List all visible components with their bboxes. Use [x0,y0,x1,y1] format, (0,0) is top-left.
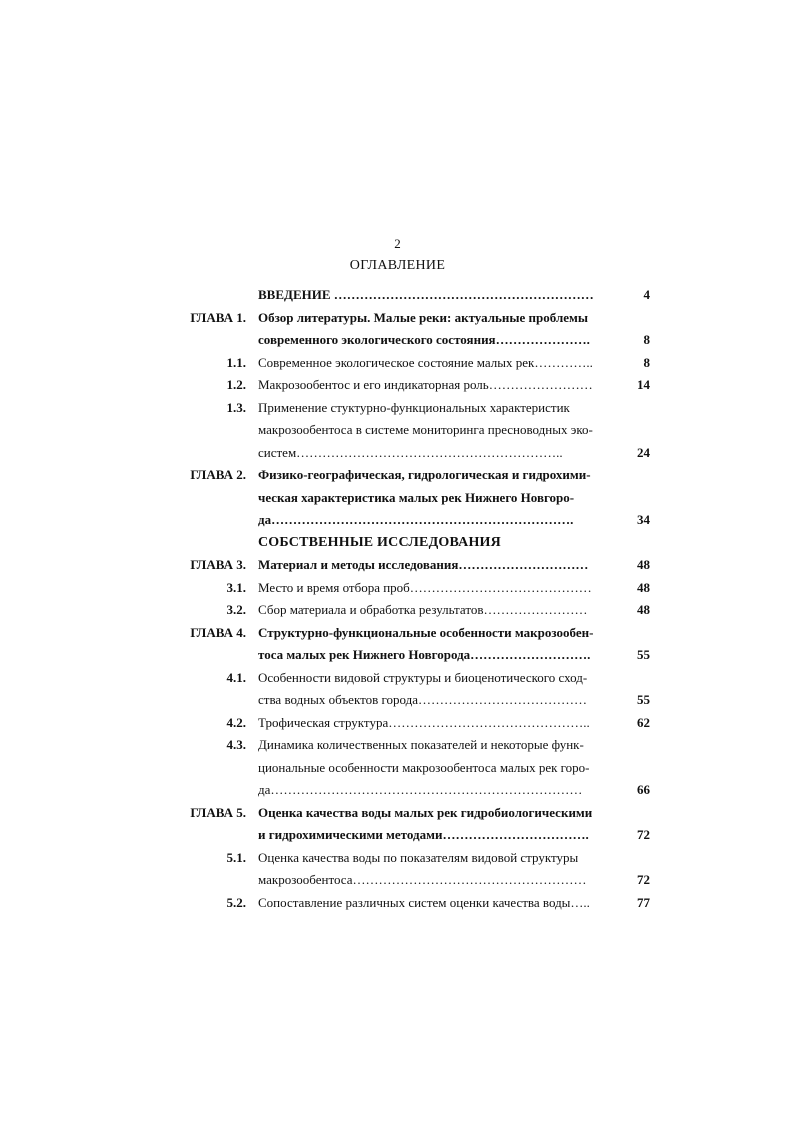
toc-row-text [258,284,602,307]
toc-row [160,374,650,397]
toc-row-text [258,667,602,712]
toc-row-line: макрозообентоса……………………………………………… [258,872,587,887]
toc-row-page: 14 [637,377,650,392]
toc-row-page: 55 [637,647,650,662]
toc-row-text [258,802,602,847]
toc-row-number: 5.2. [226,894,246,910]
toc-row [160,734,650,802]
toc-row-text [258,847,602,892]
toc-row [160,352,650,375]
toc-row-page: 8 [643,354,650,370]
page-title: ОГЛАВЛЕНИЕ [349,258,446,273]
toc-row-page: 24 [637,444,650,460]
toc-row-page: 48 [637,579,650,595]
toc-row-line: Обзор литературы. Малые реки: актуальные проблемы [258,309,589,325]
toc-row-number: ГЛАВА 3. [190,557,246,572]
toc-row-text [258,374,602,397]
table-of-contents [160,284,650,914]
toc-row-line: тоса малых рек Нижнего Новгорода………………………. [258,647,591,662]
toc-row-page: 4 [643,287,650,302]
toc-row [160,802,650,847]
toc-row [160,712,650,735]
toc-row [160,284,650,307]
toc-row-text [258,892,602,915]
toc-row [160,554,650,577]
toc-row-number: ГЛАВА 1. [190,309,246,325]
toc-row-page: 34 [637,512,650,527]
toc-row-line: ства водных объектов города………………………………… [258,692,588,707]
toc-row-page: 8 [643,332,650,347]
toc-row-line: Место и время отбора проб…………………………………… [258,579,592,595]
toc-row-line: и гидрохимическими методами……………………………. [258,827,589,842]
toc-row-text [258,352,602,375]
toc-row-line: да……………………………………………………………… [258,782,583,797]
toc-row-line: Современное экологическое состояние малых рек………….. [258,354,593,370]
toc-row-number: ГЛАВА 2. [190,467,246,482]
toc-row-line: Особенности видовой структуры и биоценотического сход- [258,669,588,685]
toc-row-line: Трофическая структура……………………………………….. [258,714,590,730]
toc-row-number: 3.2. [226,602,246,617]
toc-row-line: ВВЕДЕНИЕ …………………………………………………… [258,287,594,302]
toc-row [160,599,650,622]
toc-row [160,307,650,352]
toc-row-line: Оценка качества воды малых рек гидробиологическими [258,804,593,820]
toc-row-line: да……………………………………………………………. [258,512,574,527]
toc-row-number: 5.1. [226,849,246,865]
toc-row-number: 4.1. [226,669,246,685]
toc-row-page: 48 [637,602,650,617]
toc-row-text [258,599,602,622]
toc-row [160,397,650,465]
toc-row-number: ГЛАВА 4. [190,624,246,640]
toc-row [160,577,650,600]
toc-row-page: 62 [637,714,650,730]
toc-row-line: ческая характеристика малых рек Нижнего Новгоро- [258,489,575,505]
toc-row-line: Структурно-функциональные особенности макрозообен- [258,624,594,640]
toc-row-line: Сопоставление различных систем оценки качества воды….. [258,894,590,910]
toc-row-line: Макрозообентос и его индикаторная роль…………………… [258,377,593,392]
toc-row-text [258,554,602,577]
toc-row-text [258,397,602,465]
toc-row-number: 4.3. [226,737,246,752]
toc-row-page: 48 [637,557,650,572]
toc-row-text [258,712,602,735]
toc-row [160,532,650,555]
toc-row-line: циональные особенности макрозообентоса малых рек горо- [258,759,590,775]
toc-row-text [258,734,602,802]
toc-row-text [258,307,602,352]
toc-row-text [258,622,602,667]
toc-row-text [258,464,602,532]
page-number: 2 [394,236,401,251]
toc-row-number: 3.1. [226,579,246,595]
toc-row [160,847,650,892]
toc-row-page: 55 [637,692,650,707]
toc-row [160,464,650,532]
toc-row-line: Динамика количественных показателей и некоторые функ- [258,737,584,752]
toc-row-line: Физико-географическая, гидрологическая и гидрохими- [258,467,591,482]
toc-row-line: систем…………………………………………………….. [258,444,563,460]
toc-row-number: 4.2. [226,714,246,730]
toc-row [160,622,650,667]
toc-row-number: 1.3. [226,399,246,415]
toc-row-line: Применение стуктурно-функциональных характеристик [258,399,570,415]
toc-row [160,667,650,712]
toc-row-line: Оценка качества воды по показателям видовой структуры [258,849,579,865]
toc-row-page: 77 [637,894,650,910]
toc-row-number: 1.2. [226,377,246,392]
toc-row-number: 1.1. [226,354,246,370]
toc-row [160,892,650,915]
toc-row-line: Материал и методы исследования………………………… [258,557,589,572]
toc-row-line: макрозообентоса в системе мониторинга пресноводных эко- [258,422,593,437]
toc-row-page: 66 [637,782,650,797]
toc-row-line: современного экологического состояния…………………. [258,332,590,347]
toc-row-text [258,577,602,600]
toc-row-line: Сбор материала и обработка результатов…………………… [258,602,588,617]
toc-row-page: 72 [637,827,650,842]
toc-row-page: 72 [637,872,650,887]
toc-row-line: СОБСТВЕННЫЕ ИССЛЕДОВАНИЯ [258,534,501,550]
toc-row-number: ГЛАВА 5. [190,804,246,820]
section-heading [258,532,602,555]
